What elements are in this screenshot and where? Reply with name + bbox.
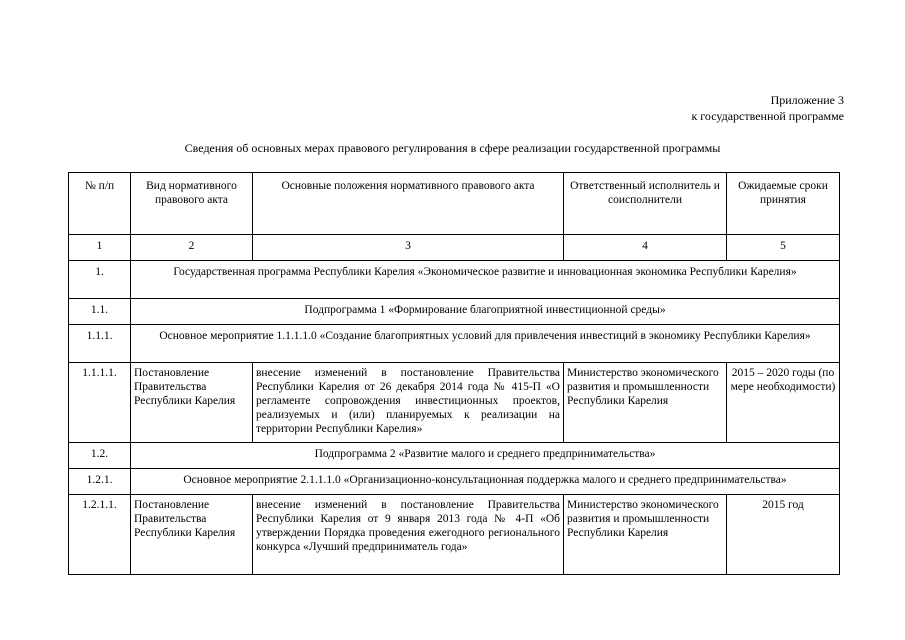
table-row (69, 363, 840, 443)
appendix-line-1: Приложение 3 (770, 93, 844, 107)
document-title: Сведения об основных мерах правового регулирования в сфере реализации государственной программы (184, 141, 721, 155)
header-executor: Ответственный исполнитель и соисполнители (564, 173, 727, 235)
column-number: 5 (727, 235, 840, 261)
appendix-line-2: к государственной программе (691, 109, 844, 123)
act-provisions: внесение изменений в постановление Правительства Республики Карелия от 26 декабря 2014 года № 415-П «О регламенте сопровождения инвестиционных проектов, реализуемых и (или) планируемых к реализации на территории Республики Карелия» (253, 363, 564, 443)
row-number: 1.2. (69, 443, 131, 469)
appendix-note (691, 92, 844, 124)
row-number: 1.1. (69, 299, 131, 325)
section-row (69, 299, 840, 325)
section-title: Основное мероприятие 2.1.1.1.0 «Организационно-консультационная поддержка малого и среднего предпринимательства» (131, 469, 840, 495)
regulation-table (68, 172, 840, 575)
row-number: 1.1.1. (69, 325, 131, 363)
row-number: 1.2.1.1. (69, 495, 131, 575)
column-number: 1 (69, 235, 131, 261)
act-type: Постановление Правительства Республики Карелия (131, 363, 253, 443)
row-number: 1.2.1. (69, 469, 131, 495)
header-act-type: Вид нормативного правового акта (131, 173, 253, 235)
header-provisions: Основные положения нормативного правового акта (253, 173, 564, 235)
section-title: Подпрограмма 2 «Развитие малого и среднего предпринимательства» (131, 443, 840, 469)
executor: Министерство экономического развития и промышленности Республики Карелия (564, 363, 727, 443)
section-row (69, 443, 840, 469)
section-title: Подпрограмма 1 «Формирование благоприятной инвестиционной среды» (131, 299, 840, 325)
act-provisions: внесение изменений в постановление Правительства Республики Карелия от 9 января 2013 года № 4-П «Об утверждении Порядка проведения ежегодного регионального конкурса «Лучший предприниматель года» (253, 495, 564, 575)
section-row (69, 325, 840, 363)
section-title: Государственная программа Республики Карелия «Экономическое развитие и инновационная экономика Республики Карелия» (131, 261, 840, 299)
table-header-row (69, 173, 840, 235)
section-row (69, 469, 840, 495)
table-row (69, 495, 840, 575)
column-number-row (69, 235, 840, 261)
row-number: 1. (69, 261, 131, 299)
expected-term: 2015 – 2020 годы (по мере необходимости) (727, 363, 840, 443)
column-number: 4 (564, 235, 727, 261)
column-number: 3 (253, 235, 564, 261)
header-num: № п/п (69, 173, 131, 235)
act-type: Постановление Правительства Республики Карелия (131, 495, 253, 575)
section-title: Основное мероприятие 1.1.1.1.0 «Создание благоприятных условий для привлечения инвестиций в экономику Республики Карелия» (131, 325, 840, 363)
header-term: Ожидаемые сроки принятия (727, 173, 840, 235)
executor: Министерство экономического развития и промышленности Республики Карелия (564, 495, 727, 575)
column-number: 2 (131, 235, 253, 261)
section-row (69, 261, 840, 299)
expected-term: 2015 год (727, 495, 840, 575)
row-number: 1.1.1.1. (69, 363, 131, 443)
